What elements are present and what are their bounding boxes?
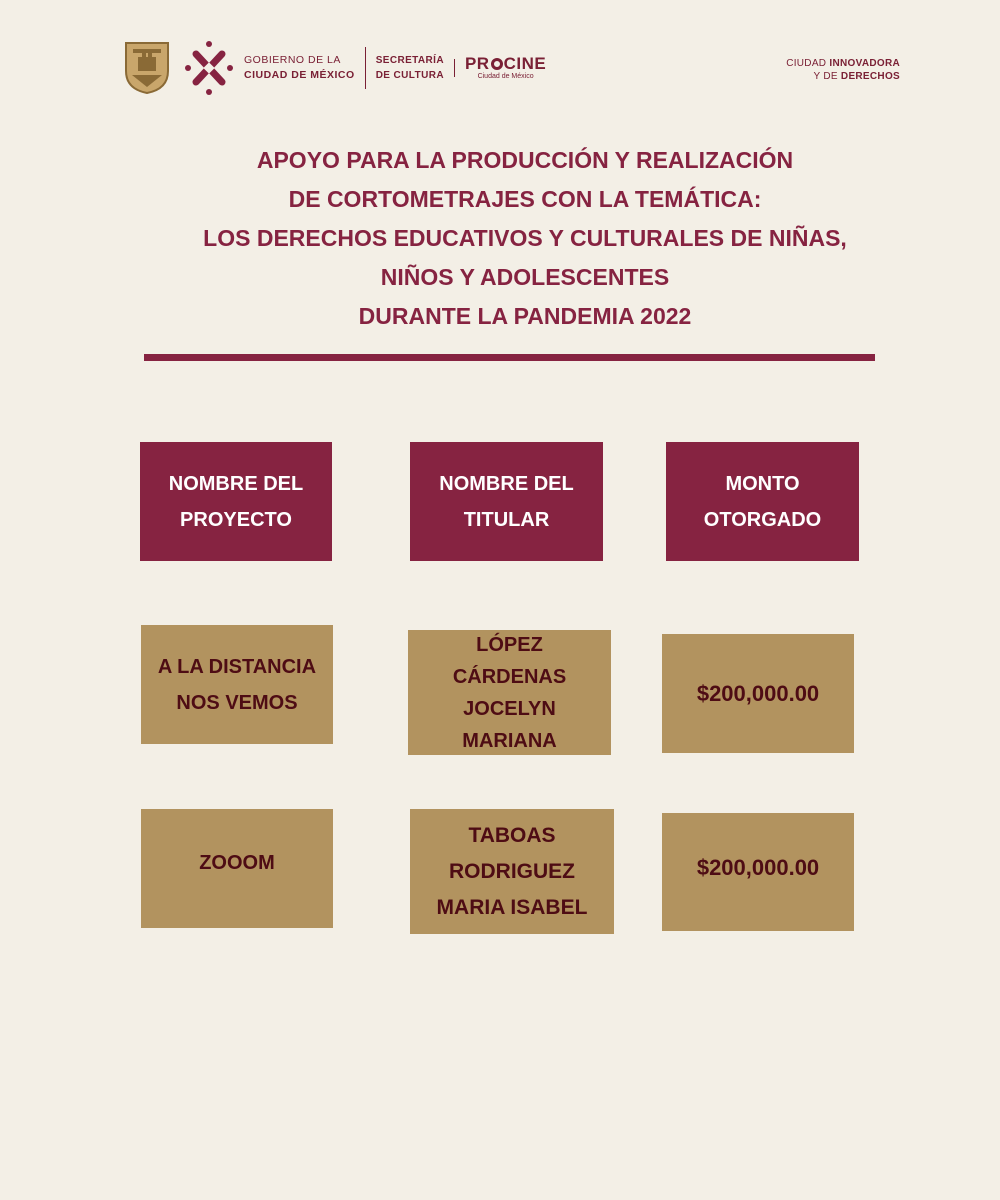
slogan-part: CIUDAD: [786, 58, 830, 69]
gobierno-line-1: GOBIERNO DE LA: [244, 54, 341, 66]
title-line: APOYO PARA LA PRODUCCIÓN Y REALIZACIÓN: [256, 147, 794, 173]
cell-text: NOS VEMOS: [176, 691, 298, 714]
header-cell-titular: [410, 442, 603, 561]
header-cell-monto: [666, 442, 859, 561]
divider: [365, 47, 366, 89]
title-line: DURANTE LA PANDEMIA 2022: [358, 303, 692, 329]
secretaria-line-2: DE CULTURA: [375, 70, 444, 81]
cell-titular-row-1: [408, 630, 611, 755]
ciudad-innovadora-slogan: [786, 57, 900, 83]
cell-text: TABOAS: [468, 823, 556, 847]
procine-right: CINE: [503, 54, 547, 73]
cell-text: MARIANA: [462, 729, 557, 752]
cell-monto-row-1: [662, 634, 854, 753]
header-text: NOMBRE DEL: [439, 472, 574, 495]
cdmx-logo-icon: [184, 40, 234, 96]
cell-proyecto-row-2: [141, 809, 333, 928]
slogan-part: INNOVADORA: [829, 58, 900, 69]
secretaria-line-1: SECRETARÍA: [375, 55, 444, 66]
header-text: PROYECTO: [180, 508, 292, 531]
divider: [454, 59, 455, 77]
header-text: MONTO: [725, 472, 800, 495]
title-line: DE CORTOMETRAJES CON LA TEMÁTICA:: [288, 186, 762, 212]
cell-text: ZOOOM: [199, 852, 275, 874]
title-line: LOS DERECHOS EDUCATIVOS Y CULTURALES DE NIÑAS,: [203, 225, 847, 251]
header-text: NOMBRE DEL: [168, 472, 304, 495]
gobierno-line-2: CIUDAD DE MÉXICO: [244, 69, 355, 81]
title-underline: [144, 354, 875, 361]
secretaria-cultura-text: [376, 53, 444, 83]
cell-text: JOCELYN: [463, 697, 556, 720]
header-text: OTORGADO: [703, 508, 822, 531]
header-cell-proyecto: [140, 442, 332, 561]
page-title: [100, 141, 950, 336]
cell-proyecto-row-1: [141, 625, 333, 744]
slogan-part: DERECHOS: [840, 71, 900, 82]
procine-subtitle: Ciudad de México: [477, 73, 534, 80]
procine-left: PR: [464, 54, 490, 73]
cell-monto-row-2: [662, 813, 854, 931]
coat-of-arms-icon: [124, 41, 170, 95]
film-reel-icon: [491, 58, 503, 70]
header-text: TITULAR: [463, 508, 550, 531]
slogan-part: Y DE: [813, 71, 841, 82]
cell-text: $200,000.00: [696, 680, 820, 706]
cell-text: RODRIGUEZ: [448, 859, 575, 883]
cell-text: CÁRDENAS: [452, 665, 567, 688]
cell-text: A LA DISTANCIA: [157, 655, 317, 678]
header-logos: [124, 40, 546, 96]
gobierno-cdmx-text: [244, 53, 355, 83]
procine-logo: [465, 55, 546, 81]
cell-text: MARIA ISABEL: [436, 895, 588, 919]
cell-text: LÓPEZ: [476, 633, 543, 656]
cell-titular-row-2: [410, 809, 614, 934]
title-line: NIÑOS Y ADOLESCENTES: [380, 264, 670, 290]
cell-text: $200,000.00: [696, 855, 820, 880]
